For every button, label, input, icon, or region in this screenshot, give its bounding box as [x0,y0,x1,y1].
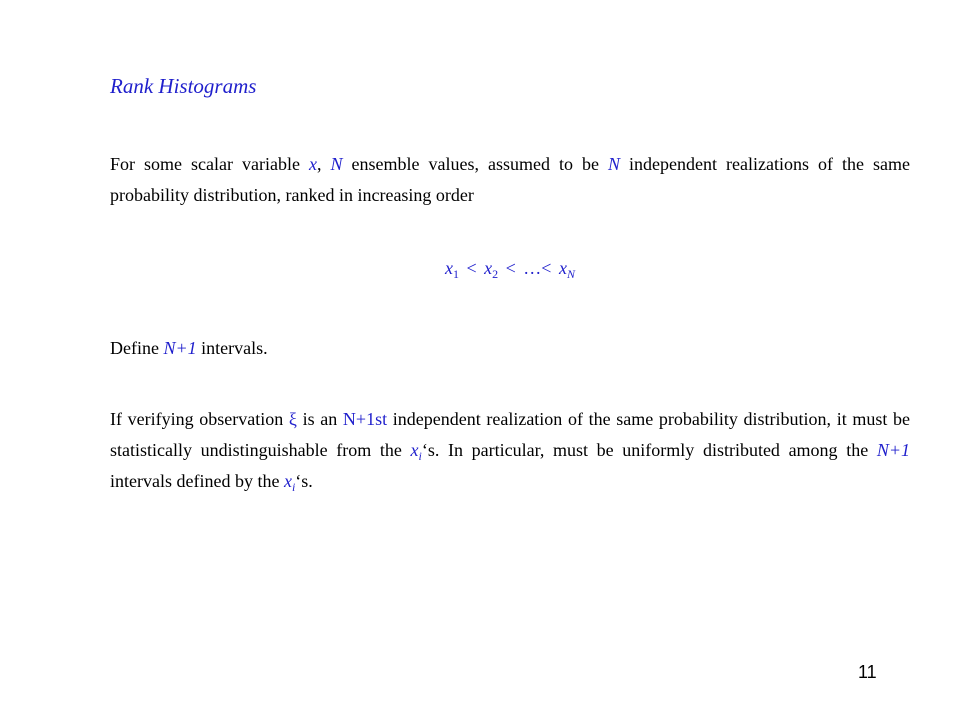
formula-xN: x [558,258,567,278]
paragraph-intervals [110,333,910,364]
formula-operator: < [459,258,485,278]
variable-N-plus-1st: N+1st [342,409,388,429]
text-segment: intervals. [196,338,268,358]
formula-x2: x [484,258,493,278]
ordering-formula [110,258,910,279]
variable-N: N [330,154,343,174]
formula-x1: x [445,258,453,278]
formula-subscript-N-text: N [566,267,575,281]
text-segment: ‘s. [295,471,313,491]
variable-x: x [308,154,317,174]
text-segment: , [316,154,331,174]
formula-subscript-2: 2 [492,267,499,281]
variable-x-i: x [283,471,292,491]
subscript-i-text: i [291,480,296,494]
formula-operator: < …< [498,258,559,278]
variable-N-plus-1-text: N+1 [876,440,910,460]
subscript-i-text: i [418,449,422,463]
text-segment: For some scalar variable [110,154,309,174]
text-segment: independent realization of the same probability distribution, it must be statistically undistinguishable from the [110,409,911,460]
text-segment: Define [110,338,164,358]
variable-N-plus-1-text: N+1 [163,338,197,358]
text-segment: independent realizations of the same probability distribution, ranked in increasing order [110,154,910,205]
text-segment: If verifying observation [110,409,289,429]
text-segment: ‘s. In particular, must be uniformly distributed among the [421,440,877,460]
variable-N: N [608,154,621,174]
text-segment: is an [296,409,343,429]
variable-N-plus-1 [877,440,910,460]
text-segment: intervals defined by the [110,471,284,491]
paragraph-ensemble-definition [110,149,910,211]
formula-subscript-N [567,267,575,281]
paragraph-verifying-observation [110,404,910,497]
variable-N-plus-1 [163,338,196,358]
formula-subscript-1: 1 [453,267,459,281]
symbol-xi: ξ [288,409,297,429]
text-segment: ensemble values, assumed to be [342,154,609,174]
slide-title: Rank Histograms [110,74,257,98]
slide-number: 11 [858,662,877,682]
variable-x-i: x [410,440,419,460]
